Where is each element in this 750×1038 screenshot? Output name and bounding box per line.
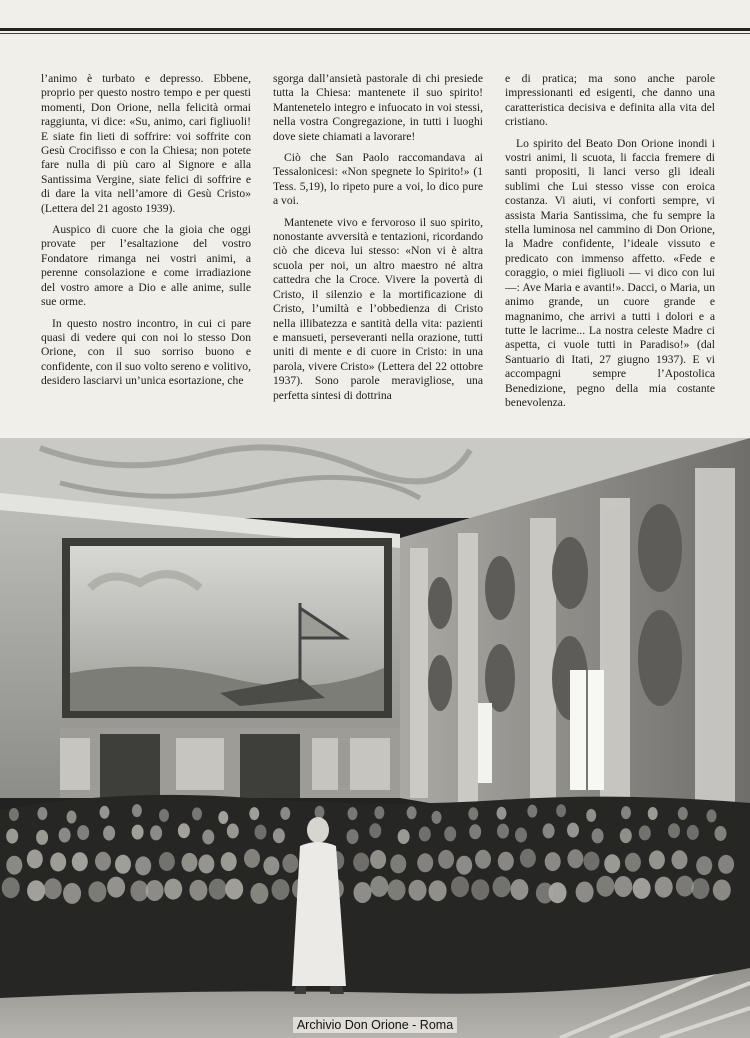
- paragraph: Lo spirito del Beato Don Orione inondi i vostri animi, li scuota, li faccia fremere di santi propositi, li lanci verso gli ideali sublimi che Lui stesso visse con eroica costanza. Vi aiuti, vi conforti sempre, vi assista Maria Santissima, che fu sempre la stella luminosa nel cammino di Don Orione, la Madre confidente, l’ideale vissuto e predicato con immenso affetto. «Fede e coraggio, o miei figliuoli — vi dico con lui —: Ave Maria e avanti!». Dacci, o Maria, un animo grande, un cuore grande e magnanimo, che arrivi a tutti i dolori e a tutte le lacrime... La nostra celeste Madre ci aspetta, ci vuole tutti in Paradiso!» (dal Santuario di Itati, 27 giugno 1937). E vi accompagni sempre l’Apostolica Benedizione, pegno della mia costante benevolenza.: [505, 136, 715, 409]
- paragraph: l’animo è turbato e depresso. Ebbene, proprio per questo nostro tempo e per questi momenti, Don Orione, nella felicità ormai raggiunta, vi dice: «Su, animo, cari figliuoli! E siate fin lieti di soffrire: voi soffrite con Gesù Crocifisso e con la Chiesa; non potete fare nulla di più caro al Signore e alla Santissima Vergine, siate felici di soffrire e di dare la vita nell’amore di Gesù Cristo» (Lettera del 21 agosto 1939).: [41, 72, 251, 215]
- archive-watermark: [0, 1018, 750, 1032]
- text-column-2: [273, 72, 483, 403]
- paragraph: sgorga dall’ansietà pastorale di chi presiede tutta la Chiesa: mantenete il suo spirito! Mantenetelo integro e infuocato in voi stessi, nella vostra Congregazione, in tutti i luoghi dove siete chiamati a lavorare!: [273, 72, 483, 143]
- audience-hall-photo: [0, 438, 750, 1038]
- doorway: [240, 734, 300, 798]
- paragraph: Ciò che San Paolo raccomandava ai Tessalonicesi: «Non spegnete lo Spirito!» (1 Tess. 5,19), lo ripeto pure a voi, lo dico pure a voi.: [273, 151, 483, 208]
- watermark-text: Archivio Don Orione - Roma: [293, 1017, 457, 1033]
- text-column-3: [505, 72, 715, 410]
- top-rule-thin: [0, 33, 750, 34]
- photo-illustration: [0, 438, 750, 1038]
- text-column-1: [41, 72, 251, 389]
- paragraph: Mantenete vivo e fervoroso il suo spirito, nonostante avversità e tentazioni, ricordando ciò che diceva lui stesso: «Non vi è altra scuola per noi, un altro maestro né altra cattedra che la Croce. Vivere la povertà di Cristo, il silenzio e la mortificazione di Cristo, l’umiltà e l’obbedienza di Cristo nella illibatezza e santità della vita: pazienti e mansueti, perseveranti nella orazione, tutti uniti di mente e di cuore in Cristo: in una parola, vivere Cristo» (Lettera del 22 ottobre 1937). Sono parole meravigliose, una perfetta sintesi di dottrina: [273, 215, 483, 402]
- doorway: [100, 734, 160, 798]
- top-rule: [0, 28, 750, 31]
- paragraph: e di pratica; ma sono anche parole impressionanti ed esigenti, che danno una caratteristica decisiva e definita alla vita del cristiano.: [505, 72, 715, 129]
- paragraph: Auspico di cuore che la gioia che oggi provate per l’esaltazione del vostro Fondatore rimanga nei vostri animi, a perenne consolazione e come irradiazione del vostro amore a Dio e alle anime, sulle sue orme.: [41, 223, 251, 309]
- paragraph: In questo nostro incontro, in cui ci pare quasi di vedere qui con noi lo stesso Don Orione, con il suo sorriso buono e confidente, con il suo volto sereno e volitivo, desidero lasciarvi un’unica esortazione, che: [41, 316, 251, 388]
- window: [478, 703, 492, 783]
